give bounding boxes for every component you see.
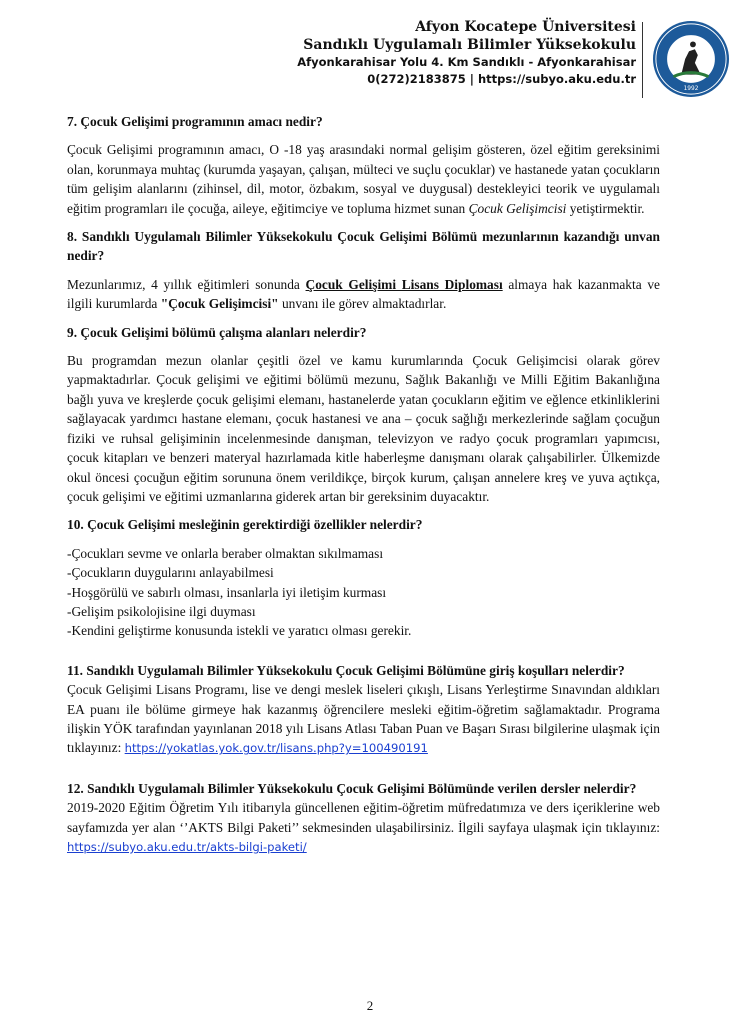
letterhead [297,18,636,88]
answer-11: Çocuk Gelişimi Lisans Programı, lise ve dengi meslek liseleri çıkışlı, Lisans Yerleştirme Sınavından aldıkları EA puanı ile bölüme girmeye hak kazanmış öğrencilere mesleki eğitim-öğretim sağlamaktadır. Programa ilişkin YÖK tarafından yayınlanan 2018 yılı Lisans Atlası Taban Puan ve Başarı Sırası bilgilerine ulaşmak için tıklayınız: https://yokatlas.yok.gov.tr/lisans.php?y=100490191 [67,682,660,756]
question-10: 10. Çocuk Gelişimi mesleğinin gerektirdiği özellikler nelerdir? [67,517,423,533]
university-name: Afyon Kocatepe Üniversitesi [415,19,636,35]
question-7: 7. Çocuk Gelişimi programının amacı nedir? [67,114,323,129]
answer-7: Çocuk Gelişimi programının amacı, O -18 yaş arasındaki normal gelişim gösteren, özel eğitim gereksinimi olan, korunmaya muhtaç (kurumda yaşayan, çalışan, mülteci ve suçlu çocuklar) ve hastanede yatan çocukların tüm gelişim alanlarını (zihinsel, dil, motor, özbakım, sosyal ve duygusal) destekleyici teorik ve uygulamalı eğitim programları ile çocuğa, aileye, eğitimciye ve topluma hizmet sunan Çocuk Gelişimcisi yetiştirmektir. [67,142,660,216]
question-11: 11. Sandıklı Uygulamalı Bilimler Yüksekokulu Çocuk Gelişimi Bölümüne giriş koşulları nelerdir? [67,662,625,678]
seal-year: 1992 [683,86,699,93]
question-12: 12. Sandıklı Uygulamalı Bilimler Yüksekokulu Çocuk Gelişimi Bölümünde verilen dersler nelerdir? [67,780,637,796]
question-9: 9. Çocuk Gelişimi bölümü çalışma alanları nelerdir? [67,324,367,340]
page-number: 2 [366,998,374,1013]
requirements-list [67,544,660,641]
contact-info: 0(272)2183875 | https://subyo.aku.edu.tr [367,72,636,86]
akts-link[interactable]: https://subyo.aku.edu.tr/akts-bilgi-paketi/ [67,840,307,854]
answer-8: Mezunlarımız, 4 yıllık eğitimleri sonunda Çocuk Gelişimi Lisans Diploması almaya hak kazanmakta ve ilgili kurumlarda "Çocuk Gelişimcisi" unvanı ile görev almaktadırlar. [67,276,660,312]
list-item: -Hoşgörülü ve sabırlı olması, insanlarla iyi iletişim kurması [67,584,387,600]
address: Afyonkarahisar Yolu 4. Km Sandıklı - Afyonkarahisar [297,55,636,69]
answer-9: Bu programdan mezun olanlar çeşitli özel ve kamu kurumlarında Çocuk Gelişimcisi olarak görev yapmaktadırlar. Çocuk gelişimi ve eğitimi bölümü mezunu, Sağlık Bakanlığı ve Milli Eğitim Bakanlığına bağlı yuva ve kreşlerde çocuk gelişimi elemanı, hastanelerde yatan çocukların eğitim ve eğlence etkinliklerini sağlayacak yardımcı hastane elemanı, çocuk hastanesi ve ana – çocuk sağlığı merkezlerinde sağlam çocuğun fiziki ve ruhsal gelişiminin incelenmesinde danışman, televizyon ve radyo çocuk programları yapımcısı, çocuk kitapları ve benzeri materyal hazırlamada kitle haberleşme danışmanı olarak çalışabilirler. Ülkemizde okul öncesi çocuğun eğitim sorununa önem verildikçe, birçok kurum, çalışan annelere kreş ve yuva açtıkça, çocuk gelişimi ve eğitimi uzmanlarına giderek artan bir gereksinim duyacaktır. [67,353,660,504]
list-item: -Kendini geliştirme konusunda istekli ve yaratıcı olması gerekir. [67,623,412,639]
document-body [67,112,660,857]
list-item: -Gelişim psikolojisine ilgi duyması [67,603,256,619]
answer-12: 2019-2020 Eğitim Öğretim Yılı itibarıyla güncellenen eğitim-öğretim müfredatımıza ve ders içeriklerine web sayfamızda yer alan ‘’AKTS Bilgi Paketi’’ sekmesinden ulaşabilirsiniz. İlgili sayfaya ulaşmak için tıklayınız: https://subyo.aku.edu.tr/akts-bilgi-paketi/ [67,800,660,854]
header-divider [642,22,643,98]
question-8: 8. Sandıklı Uygulamalı Bilimler Yüksekokulu Çocuk Gelişimi Bölümü mezunlarının kazandığı unvan nedir? [67,229,660,264]
yokatlas-link[interactable]: https://yokatlas.yok.gov.tr/lisans.php?y=100490191 [124,741,428,756]
university-seal-logo [652,20,730,98]
list-item: -Çocukları sevme ve onlarla beraber olmaktan sıkılmaması [67,545,384,561]
school-name: Sandıklı Uygulamalı Bilimler Yüksekokulu [303,37,636,53]
list-item: -Çocukların duygularını anlayabilmesi [67,565,274,581]
